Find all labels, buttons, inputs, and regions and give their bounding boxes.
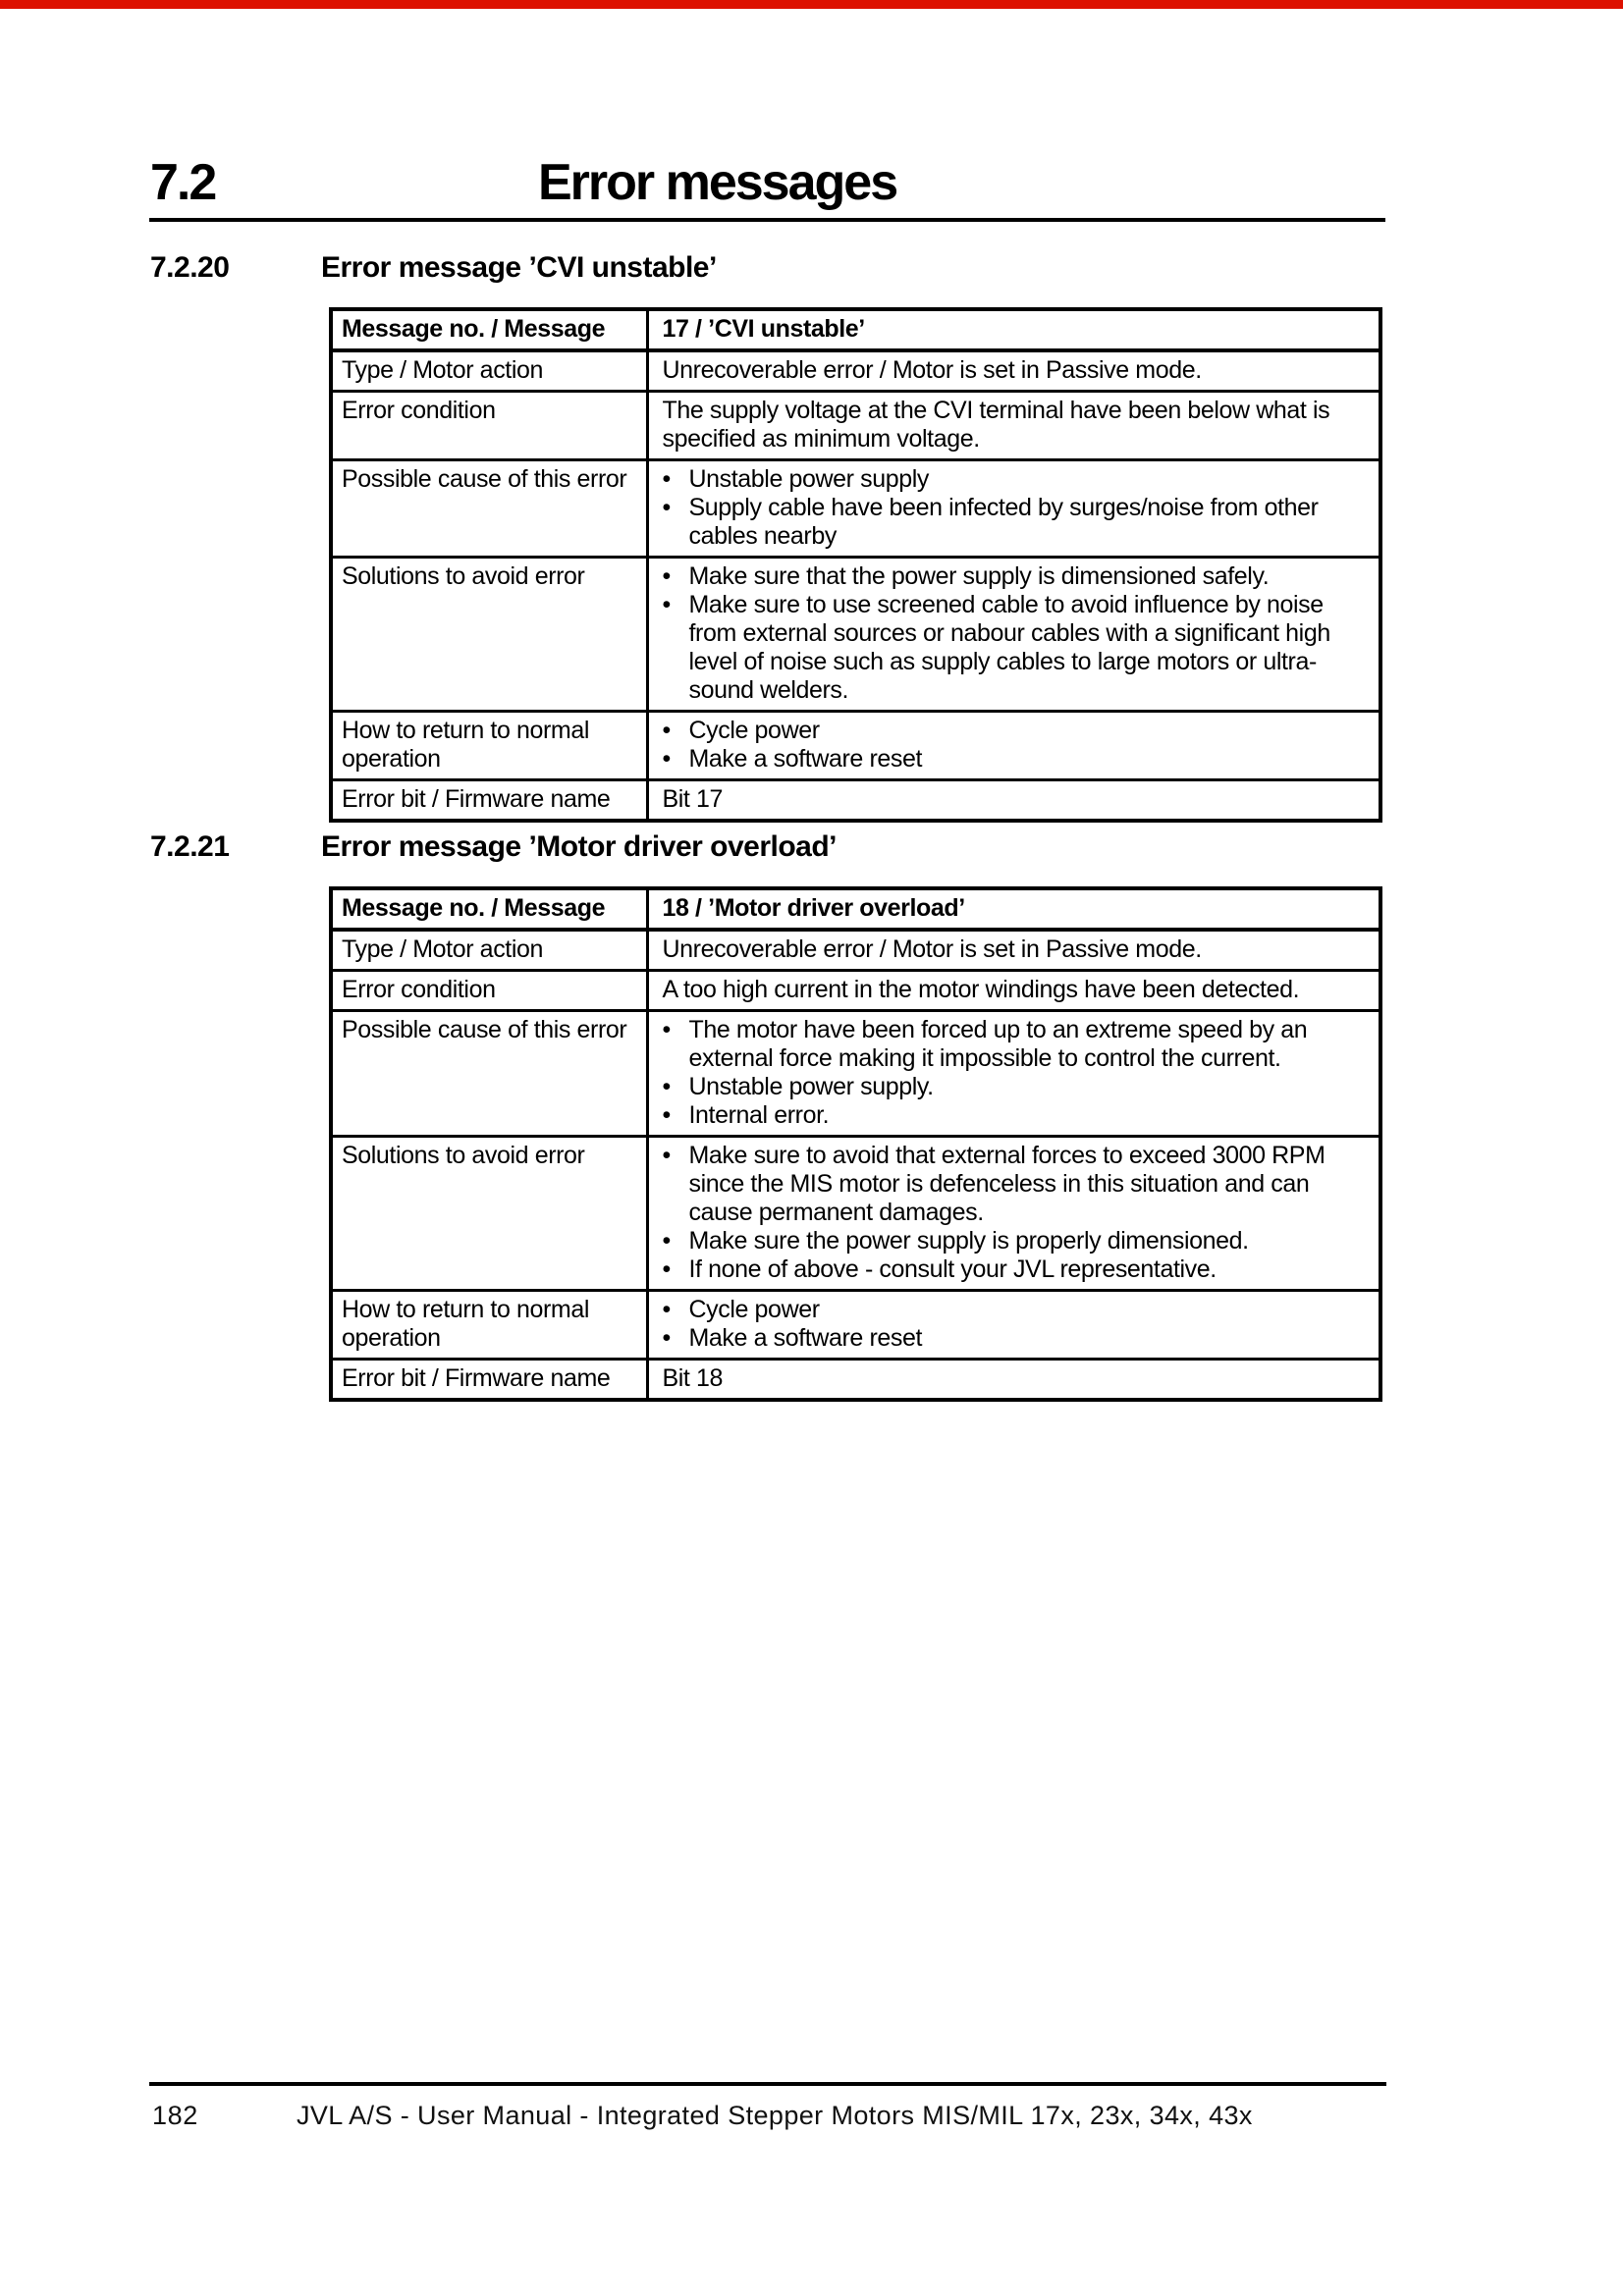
row-value [647,1137,1380,1291]
row-value: Unrecoverable error / Motor is set in Passive mode. [647,930,1380,971]
table-row [331,712,1380,780]
row-value [647,1011,1380,1137]
bullet-item: • Internal error. [663,1101,1370,1130]
row-label: Type / Motor action [331,350,647,392]
table-row [331,930,1380,971]
bullet-item: • Make sure to avoid that external forces to exceed 3000 RPM since the MIS motor is defenceless in this situation and can cause permanent damages. [663,1142,1370,1227]
bullet-item: • Cycle power [663,717,1370,745]
header-label-cell: Message no. / Message [331,309,647,350]
bullet-item: • Make sure to use screened cable to avoid influence by noise from external sources or nabour cables with a significant high level of noise such as supply cables to large motors or ultra-sound welders. [663,591,1370,705]
bullet-item: • Unstable power supply [663,465,1370,494]
row-label: Possible cause of this error [331,1011,647,1137]
bullet-item: • Cycle power [663,1296,1370,1324]
bullet-item: • Unstable power supply. [663,1073,1370,1101]
bullet-item: • Make a software reset [663,1324,1370,1353]
footer-rule [149,2082,1386,2086]
chapter-title: Error messages [538,154,897,211]
footer-text: JVL A/S - User Manual - Integrated Stepper Motors MIS/MIL 17x, 23x, 34x, 43x [297,2101,1253,2130]
row-label: Error bit / Firmware name [331,1360,647,1401]
table-row [331,1291,1380,1360]
chapter-number: 7.2 [150,154,216,211]
header-value-cell: 17 / ’CVI unstable’ [647,309,1380,350]
header-rule [149,218,1385,222]
row-value: A too high current in the motor windings have been detected. [647,971,1380,1011]
table-row [331,1360,1380,1401]
section-number: 7.2.21 [150,830,230,863]
bullet-item: • Make sure that the power supply is dimensioned safely. [663,562,1370,591]
table-row [331,392,1380,460]
table-row [331,558,1380,712]
table-row [331,780,1380,822]
table-row [331,971,1380,1011]
table-row [331,1011,1380,1137]
table-row [331,350,1380,392]
error-table-motor-driver-overload [329,886,1382,1402]
row-label: How to return to normal operation [331,1291,647,1360]
header-value-cell: 18 / ’Motor driver overload’ [647,888,1380,930]
row-value: The supply voltage at the CVI terminal have been below what is specified as minimum voltage. [647,392,1380,460]
header-label-cell: Message no. / Message [331,888,647,930]
section-title: Error message ’CVI unstable’ [321,251,717,284]
bullet-item: • Make sure the power supply is properly dimensioned. [663,1227,1370,1255]
footer-page-number: 182 [152,2101,198,2130]
row-label: Type / Motor action [331,930,647,971]
table-row [331,460,1380,558]
bullet-item: • If none of above - consult your JVL representative. [663,1255,1370,1284]
section-title: Error message ’Motor driver overload’ [321,830,838,863]
row-value: Unrecoverable error / Motor is set in Passive mode. [647,350,1380,392]
error-table-cvi-unstable [329,307,1382,823]
section-number: 7.2.20 [150,251,230,284]
row-value [647,460,1380,558]
row-value: Bit 18 [647,1360,1380,1401]
table-header-row [331,309,1380,350]
row-label: Possible cause of this error [331,460,647,558]
bullet-item: • Make a software reset [663,745,1370,774]
row-label: Error condition [331,392,647,460]
row-value [647,712,1380,780]
bullet-item: • Supply cable have been infected by surges/noise from other cables nearby [663,494,1370,551]
row-label: Error bit / Firmware name [331,780,647,822]
scan-edge-strip [0,0,1623,9]
row-value [647,1291,1380,1360]
row-value [647,558,1380,712]
row-value: Bit 17 [647,780,1380,822]
row-label: How to return to normal operation [331,712,647,780]
table-row [331,1137,1380,1291]
row-label: Solutions to avoid error [331,1137,647,1291]
table-header-row [331,888,1380,930]
row-label: Solutions to avoid error [331,558,647,712]
row-label: Error condition [331,971,647,1011]
bullet-item: • The motor have been forced up to an extreme speed by an external force making it impossible to control the current. [663,1016,1370,1073]
